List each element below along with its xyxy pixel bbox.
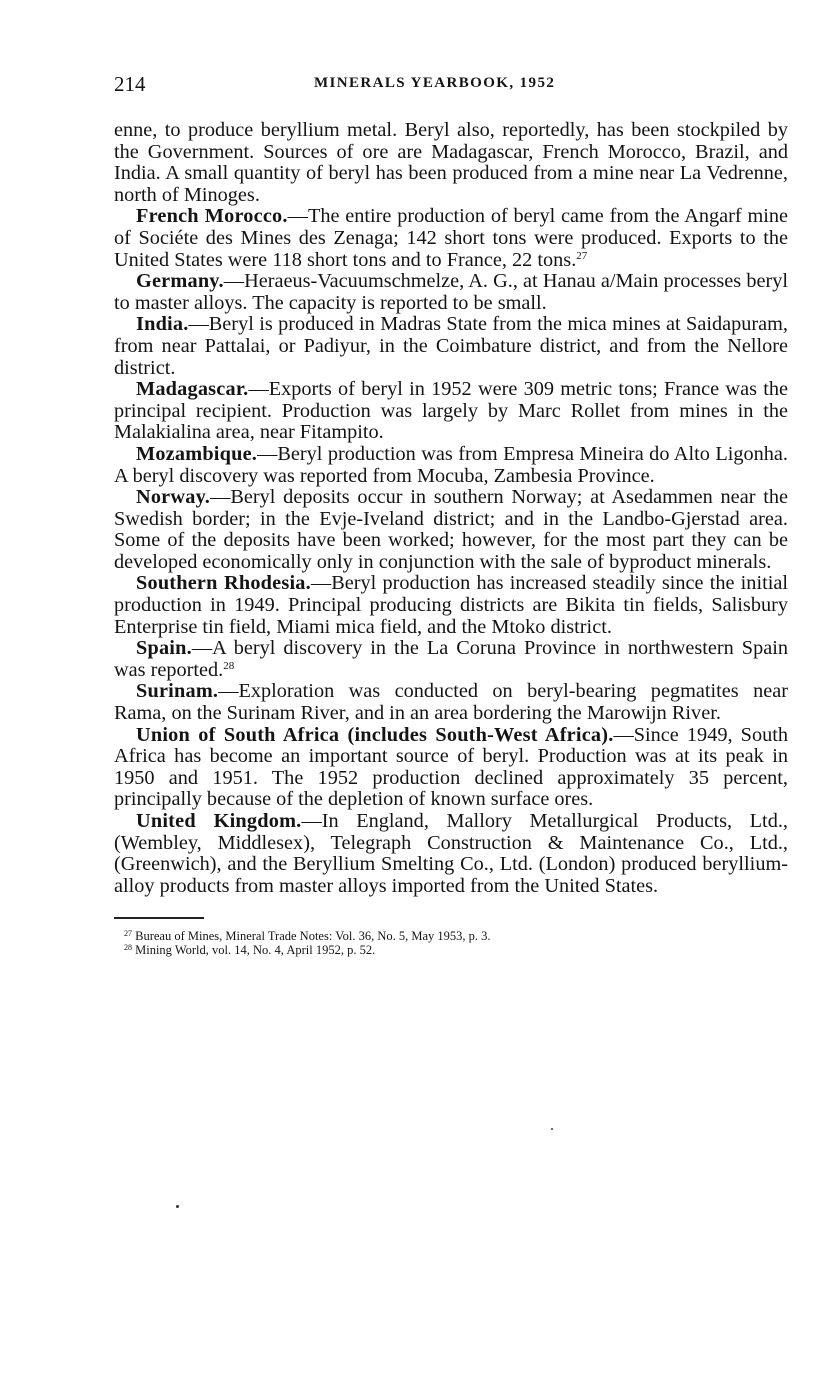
paragraph-text: —Since 1949, South Africa has become an important source of beryl. Production was at its peak in 1950 and 1951. The 1952 production declined approximately 35 percent, principally because of the depletion of known surface ores. [114,723,788,811]
footnote-mark: 27 [124,929,132,939]
paragraph-text: —The entire production of beryl came from the Angarf mine of Sociéte des Mines des Zenaga; 142 short tons were produced. Exports to the United States were 118 short tons and to France, 22 tons. [114,205,788,271]
footnote-mark: 28 [124,943,132,953]
paragraph-heading: French Morocco. [136,205,288,228]
page-number: 214 [114,72,146,96]
paragraph-text: —Heraeus-Vacuumschmelze, A. G., at Hanau a/Main processes beryl to master alloys. The capacity is reported to be small. [114,270,788,314]
paragraph-heading: United Kingdom. [136,810,302,832]
paragraph-text: —Beryl production was from Empresa Mineira do Alto Ligonha. A beryl discovery was reported from Mocuba, Zambesia Province. [114,442,788,487]
paragraph-union-of-south-africa [114,725,788,811]
header-title: MINERALS YEARBOOK, 1952 [314,75,556,91]
scan-speck [176,1205,179,1208]
paragraph-text: enne, to produce beryllium metal. Beryl also, reportedly, has been stockpiled by the Government. Sources of ore are Madagascar, French Morocco, Brazil, and India. A small quantity of beryl has been produced from a mine near La Vedrenne, north of Minoges. [114,119,788,206]
footnote-text: Mining World, vol. 14, No. 4, April 1952, p. 52. [135,943,376,958]
paragraph-surinam [114,681,788,724]
document-page [114,72,788,957]
paragraph-united-kingdom [114,811,788,897]
scan-speck [551,1128,553,1130]
footnote-reference[interactable]: 28 [223,659,235,672]
paragraph-heading: Germany. [136,270,224,293]
paragraph-heading: Union of South Africa (includes South-West Africa). [136,723,614,746]
paragraph-heading: Madagascar. [136,378,249,401]
paragraph-heading: India. [136,313,189,336]
paragraph-southern-rhodesia [114,573,788,638]
paragraph-text: —Exploration was conducted on beryl-bearing pegmatites near Rama, on the Surinam River, and in an area bordering the Marowijn River. [114,680,788,725]
paragraph-spain [114,638,788,681]
footnotes [114,929,788,957]
footnote [114,943,788,957]
paragraph-india [114,314,788,379]
paragraph-heading: Spain. [136,637,192,660]
paragraph-heading: Norway. [136,486,211,509]
paragraph-text: —Beryl is produced in Madras State from the mica mines at Saidapuram, from near Pattalai, or Padiyur, in the Coimbature district, and from the Nellore district. [114,313,788,379]
paragraph-heading: Surinam. [136,680,219,703]
footnote-divider [114,917,204,919]
paragraph-text: —Beryl production has increased steadily since the initial production in 1949. Principal producing districts are Bikita tin fields, Salisbury Enterprise tin field, Miami mica field, and the Mtoko district. [114,572,788,638]
paragraph-heading: Mozambique. [136,442,258,465]
running-header [114,72,788,98]
paragraph-heading: Southern Rhodesia. [136,572,311,595]
paragraph-text: —Beryl deposits occur in southern Norway; at Asedammen near the Swedish border; in the Evje-Iveland district; and in the Landbo-Gjerstad area. Some of the deposits have been worked; however, for the most part they can be developed economically only in conjunction with the sale of byproduct minerals. [114,486,788,573]
paragraph-mozambique [114,444,788,487]
footnote-reference[interactable]: 27 [576,249,588,262]
body-text [114,120,788,897]
paragraph-text: —Exports of beryl in 1952 were 309 metric tons; France was the principal recipient. Production was largely by Marc Rollet from mines in the Malakialina area, near Fitampito. [114,378,788,444]
footnote [114,929,788,943]
paragraph-text: —In England, Mallory Metallurgical Products, Ltd., (Wembley, Middlesex), Telegraph Construction & Maintenance Co., Ltd., (Greenwich), and the Beryllium Smelting Co., Ltd. (London) produced beryllium-alloy products from master alloys imported from the United States. [114,810,788,897]
paragraph-norway [114,487,788,573]
footnote-text: Bureau of Mines, Mineral Trade Notes: Vol. 36, No. 5, May 1953, p. 3. [135,929,491,944]
paragraph-french-morocco [114,206,788,271]
paragraph-germany [114,271,788,314]
paragraph-madagascar [114,379,788,444]
paragraph-continuation [114,120,788,206]
paragraph-text: —A beryl discovery in the La Coruna Province in northwestern Spain was reported. [114,637,788,681]
